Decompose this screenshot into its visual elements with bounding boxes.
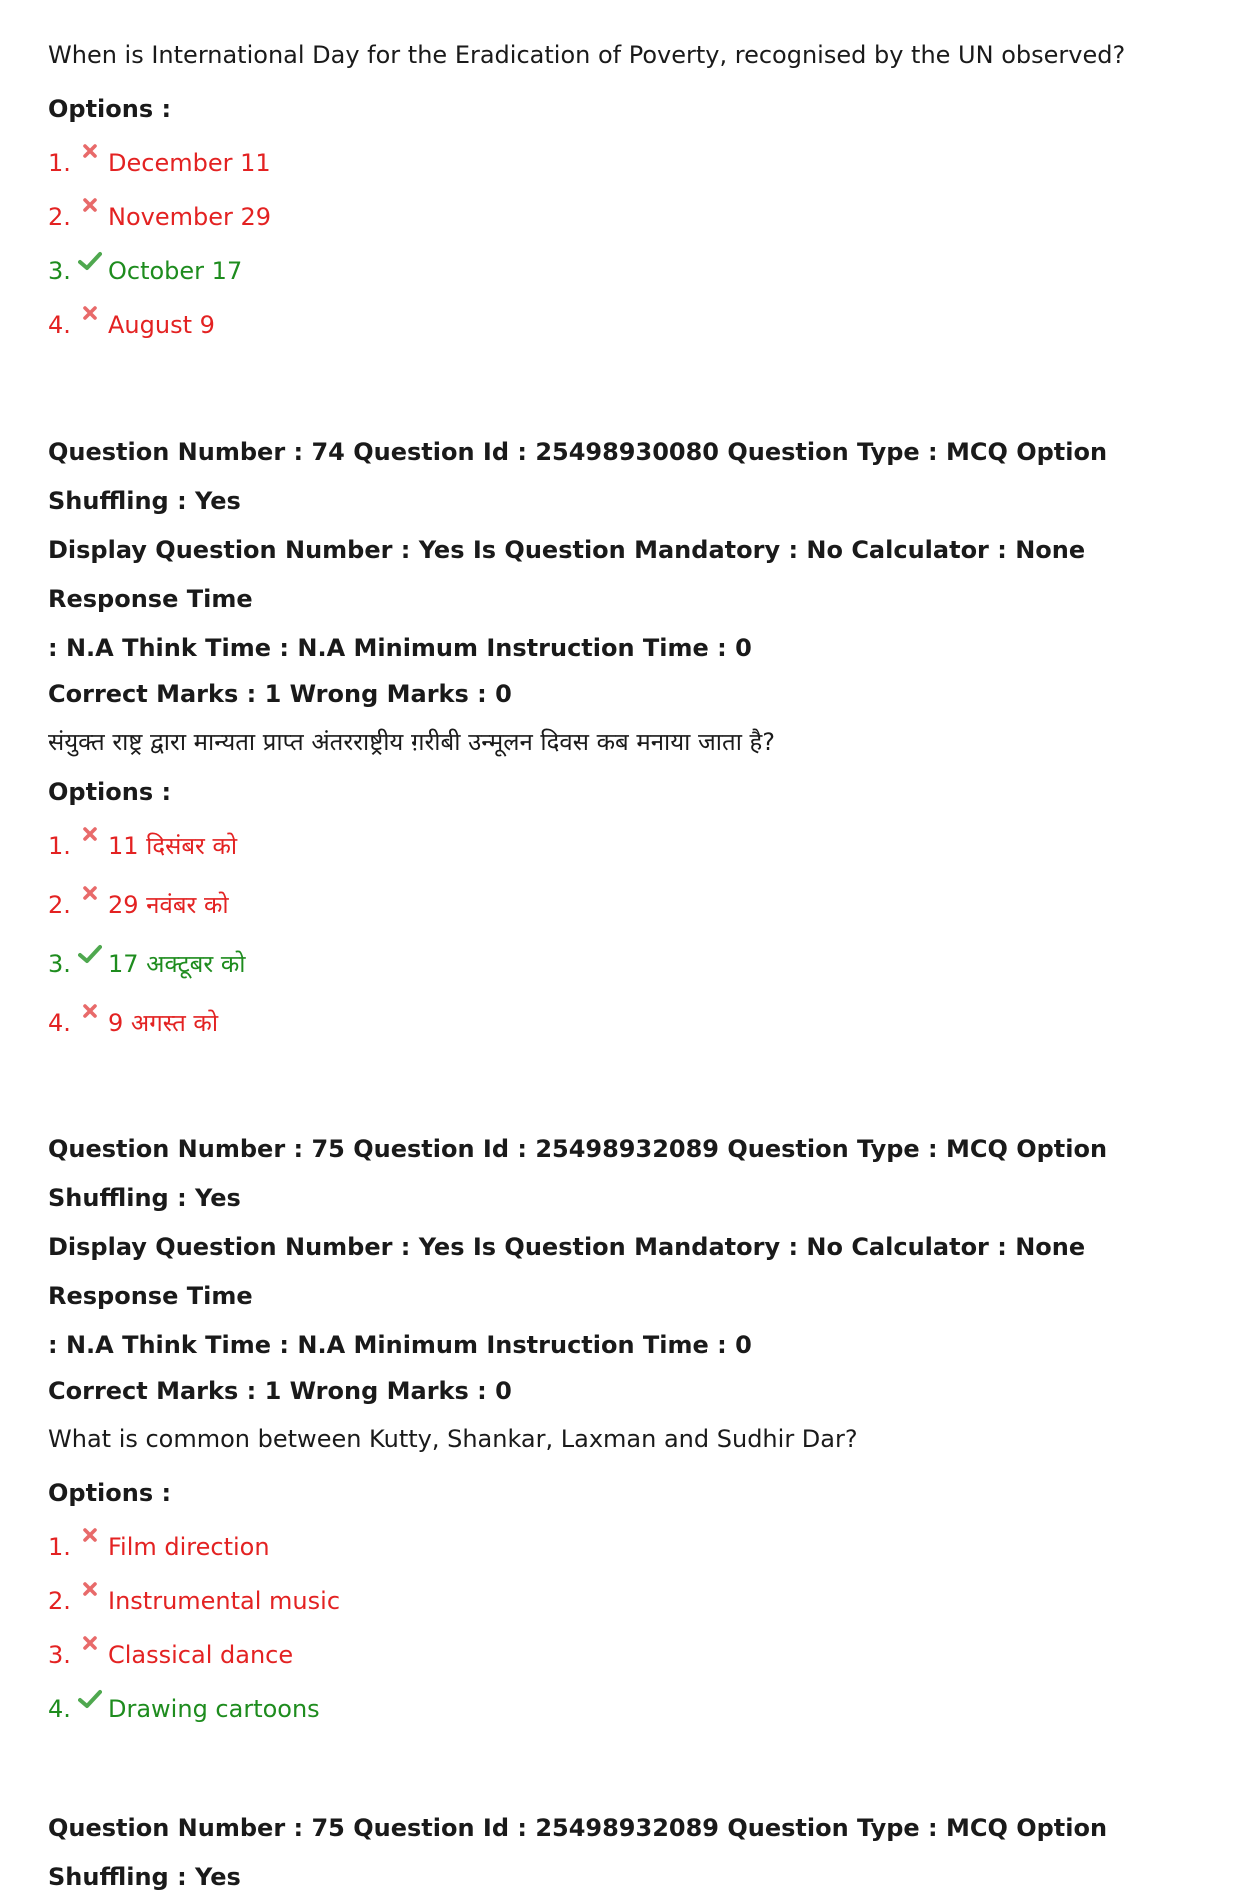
option-number: 2. (48, 891, 71, 919)
question-meta-line: : N.A Think Time : N.A Minimum Instruction Time : 0 (48, 634, 752, 662)
option-text: December 11 (108, 149, 271, 177)
cross-icon (76, 305, 104, 333)
question-meta-line: Question Number : 75 Question Id : 25498932089 Question Type : MCQ Option Shuffling : Yes (48, 1814, 1108, 1891)
cross-icon (76, 885, 104, 913)
option-number: 3. (48, 1641, 71, 1669)
option-text: Film direction (108, 1533, 270, 1561)
options-list (48, 829, 1208, 1040)
cross-icon (76, 1527, 104, 1555)
question-text: When is International Day for the Eradication of Poverty, recognised by the UN observed? (48, 41, 1126, 69)
option-text: 17 अक्टूबर को (108, 950, 246, 978)
option-text: Classical dance (108, 1641, 294, 1669)
option-number: 3. (48, 257, 71, 285)
question-meta-line: Display Question Number : Yes Is Question Mandatory : No Calculator : None Response Time (48, 1233, 1086, 1310)
option-1 (48, 829, 1208, 863)
option-text: Instrumental music (108, 1587, 341, 1615)
option-text: 11 दिसंबर को (108, 832, 238, 860)
options-list (48, 1530, 1208, 1726)
check-icon (76, 251, 104, 279)
options-label: Options : (48, 95, 172, 123)
question-text: संयुक्त राष्ट्र द्वारा मान्यता प्राप्त अंतरराष्ट्रीय ग़रीबी उन्मूलन दिवस कब मनाया जाता है? (48, 728, 776, 756)
option-number: 1. (48, 1533, 71, 1561)
option-number: 2. (48, 1587, 71, 1615)
option-3 (48, 254, 1208, 288)
options-label: Options : (48, 778, 172, 806)
option-number: 1. (48, 149, 71, 177)
cross-icon (76, 826, 104, 854)
option-4 (48, 1692, 1208, 1726)
option-text: August 9 (108, 311, 215, 339)
option-1 (48, 1530, 1208, 1564)
question-text: What is common between Kutty, Shankar, Laxman and Sudhir Dar? (48, 1425, 858, 1453)
question-paper (48, 38, 1208, 1902)
marks-info: Correct Marks : 1 Wrong Marks : 0 (48, 1377, 512, 1405)
question-meta-line: Question Number : 74 Question Id : 25498930080 Question Type : MCQ Option Shuffling : Yes (48, 438, 1108, 515)
option-text: October 17 (108, 257, 243, 285)
cross-icon (76, 197, 104, 225)
cross-icon (76, 1003, 104, 1031)
cross-icon (76, 143, 104, 171)
option-number: 4. (48, 1009, 71, 1037)
option-1 (48, 146, 1208, 180)
question-block-73 (48, 38, 1208, 342)
options-label: Options : (48, 1479, 172, 1507)
option-number: 3. (48, 950, 71, 978)
option-number: 4. (48, 1695, 71, 1723)
option-2 (48, 1584, 1208, 1618)
option-text: 29 नवंबर को (108, 891, 229, 919)
option-number: 2. (48, 203, 71, 231)
check-icon (76, 944, 104, 972)
question-meta-line: : N.A Think Time : N.A Minimum Instruction Time : 0 (48, 1331, 752, 1359)
option-4 (48, 308, 1208, 342)
option-3 (48, 947, 1208, 981)
marks-info: Correct Marks : 1 Wrong Marks : 0 (48, 680, 512, 708)
option-2 (48, 888, 1208, 922)
question-block-74 (48, 428, 1208, 1040)
option-text: 9 अगस्त को (108, 1009, 219, 1037)
option-number: 1. (48, 832, 71, 860)
question-meta-line: Display Question Number : Yes Is Question Mandatory : No Calculator : None Response Time (48, 536, 1086, 613)
question-block-75 (48, 1125, 1208, 1726)
question-block-next (48, 1804, 1208, 1902)
cross-icon (76, 1635, 104, 1663)
option-3 (48, 1638, 1208, 1672)
check-icon (76, 1689, 104, 1717)
cross-icon (76, 1581, 104, 1609)
option-text: November 29 (108, 203, 272, 231)
option-number: 4. (48, 311, 71, 339)
option-4 (48, 1006, 1208, 1040)
option-text: Drawing cartoons (108, 1695, 320, 1723)
question-meta-line: Question Number : 75 Question Id : 25498932089 Question Type : MCQ Option Shuffling : Yes (48, 1135, 1108, 1212)
options-list (48, 146, 1208, 342)
option-2 (48, 200, 1208, 234)
